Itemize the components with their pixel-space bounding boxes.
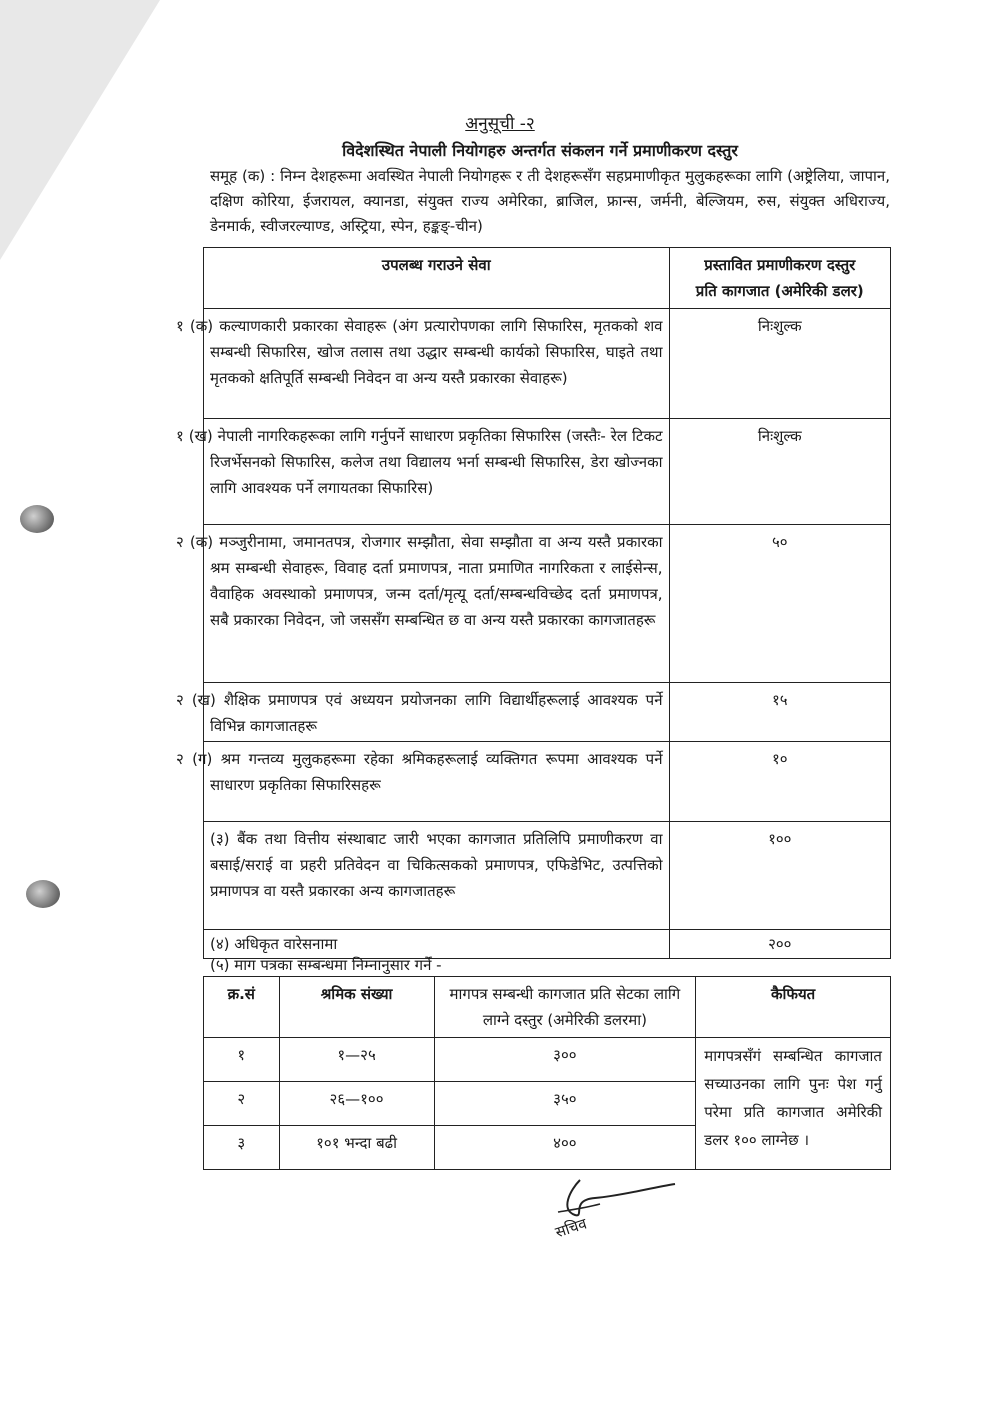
demand-fee-cell: ३०० bbox=[434, 1038, 696, 1082]
remark-cell: मागपत्रसँगं सम्बन्धित कागजात सच्याउनका लागि पुनः पेश गर्नु परेमा प्रति कागजात अमेरिकी डलर १०० लाग्नेछ । bbox=[696, 1038, 891, 1170]
table-row bbox=[204, 419, 891, 525]
demand-table-header bbox=[204, 977, 891, 1038]
fee-cell: २०० bbox=[669, 930, 890, 959]
fee-cell: ५० bbox=[669, 525, 890, 683]
punch-hole-top bbox=[20, 505, 54, 533]
demand-letter-label: (५) माग पत्रका सम्बन्धमा निम्नानुसार गर्ने - bbox=[210, 956, 442, 974]
demand-fee-cell: ४०० bbox=[434, 1126, 696, 1170]
fee-cell: निःशुल्क bbox=[669, 419, 890, 525]
header-remark: कैफियत bbox=[696, 977, 891, 1038]
intro-paragraph: समूह (क) : निम्न देशहरूमा अवस्थित नेपाली नियोगहरू र ती देशहरूसँग सहप्रमाणीकृत मुलुकहरूका लागि (अष्ट्रेलिया, जापान, दक्षिण कोरिया, ईजरायल, क्यानडा, संयुक्त राज्य अमेरिका, ब्राजिल, फ्रान्स, जर्मनी, बेल्जियम, रुस, संयुक्त अधिराज्य, डेनमार्क, स्वीजरल्याण्ड, अस्ट्रिया, स्पेन, हङ्कङ्-चीन) bbox=[210, 167, 890, 235]
sn-cell: १ bbox=[204, 1038, 280, 1082]
service-cell: १ (क) कल्याणकारी प्रकारका सेवाहरू (अंग प्रत्यारोपणका लागि सिफारिस, मृतकको शव सम्बन्धी सिफारिस, खोज तलास तथा उद्धार सम्बन्धी कार्यको सिफारिस, घाइते तथा मृतकको क्षतिपूर्ति सम्बन्धी निवेदन वा अन्य यस्तै प्रकारका सेवाहरू) bbox=[204, 309, 670, 419]
table-row bbox=[204, 742, 891, 822]
header-fee bbox=[669, 248, 890, 309]
header-fee-line2: प्रति कागजात (अमेरिकी डलर) bbox=[695, 282, 864, 300]
sn-cell: २ bbox=[204, 1082, 280, 1126]
table-row bbox=[204, 525, 891, 683]
workers-cell: २६—१०० bbox=[279, 1082, 434, 1126]
signature-title: सचिव bbox=[552, 1214, 589, 1242]
fee-table-header bbox=[204, 248, 891, 309]
workers-cell: १—२५ bbox=[279, 1038, 434, 1082]
header-fee-line1: प्रस्तावित प्रमाणीकरण दस्तुर bbox=[704, 256, 856, 274]
fee-cell: १०० bbox=[669, 822, 890, 930]
service-cell: १ (ख) नेपाली नागरिकहरूका लागि गर्नुपर्ने साधारण प्रकृतिका सिफारिस (जस्तैः- रेल टिकट रिजर्भेसनको सिफारिस, कलेज तथा विद्यालय भर्ना सम्बन्धी सिफारिस, डेरा खोज्नका लागि आवश्यक पर्ने लगायतका सिफारिस) bbox=[204, 419, 670, 525]
demand-fee-cell: ३५० bbox=[434, 1082, 696, 1126]
table-row bbox=[204, 822, 891, 930]
fee-table bbox=[176, 247, 891, 959]
header-workers: श्रमिक संख्या bbox=[279, 977, 434, 1038]
service-cell: २ (ग) श्रम गन्तव्य मुलुकहरूमा रहेका श्रमिकहरूलाई व्यक्तिगत रूपमा आवश्यक पर्ने साधारण प्रकृतिका सिफारिसहरू bbox=[204, 742, 670, 822]
service-cell: (४) अधिकृत वारेसनामा bbox=[204, 930, 670, 959]
header-service: उपलब्ध गराउने सेवा bbox=[204, 248, 670, 309]
header-demand-fee: मागपत्र सम्बन्धी कागजात प्रति सेटका लागि लाग्ने दस्तुर (अमेरिकी डलरमा) bbox=[434, 977, 696, 1038]
workers-cell: १०१ भन्दा बढी bbox=[279, 1126, 434, 1170]
table-row bbox=[204, 683, 891, 742]
service-cell: २ (ख) शैक्षिक प्रमाणपत्र एवं अध्ययन प्रयोजनका लागि विद्यार्थीहरूलाई आवश्यक पर्ने विभिन्न कागजातहरू bbox=[204, 683, 670, 742]
demand-table bbox=[203, 976, 891, 1170]
table-row bbox=[204, 1038, 891, 1082]
service-cell: (३) बैंक तथा वित्तीय संस्थाबाट जारी भएका कागजात प्रतिलिपि प्रमाणीकरण वा बसाई/सराई वा प्रहरी प्रतिवेदन वा चिकित्सकको प्रमाणपत्र, एफिडेभिट, उत्पत्तिको प्रमाणपत्र वा यस्तै प्रकारका अन्य कागजातहरू bbox=[204, 822, 670, 930]
punch-hole-bottom bbox=[26, 880, 60, 908]
fee-cell: १५ bbox=[669, 683, 890, 742]
table-row bbox=[204, 309, 891, 419]
page-subtitle: विदेशस्थित नेपाली नियोगहरु अन्तर्गत संकलन गर्ने प्रमाणीकरण दस्तुर bbox=[342, 141, 738, 160]
page-title: अनुसूची -२ bbox=[465, 114, 535, 134]
service-cell: २ (क) मञ्जुरीनामा, जमानतपत्र, रोजगार सम्झौता, सेवा सम्झौता वा अन्य यस्तै प्रकारका श्रम सम्बन्धी सेवाहरू, विवाह दर्ता प्रमाणपत्र, नाता प्रमाणित नागरिकता र लाईसेन्स, वैवाहिक अवस्थाको प्रमाणपत्र, जन्म दर्ता/मृत्यू दर्ता/सम्बन्धविच्छेद दर्ता प्रमाणपत्र, सबै प्रकारका निवेदन, जो जससँग सम्बन्धित छ वा अन्य यस्तै प्रकारका कागजातहरू bbox=[204, 525, 670, 683]
fee-cell: निःशुल्क bbox=[669, 309, 890, 419]
sn-cell: ३ bbox=[204, 1126, 280, 1170]
fee-cell: १० bbox=[669, 742, 890, 822]
header-sn: क्र.सं bbox=[204, 977, 280, 1038]
